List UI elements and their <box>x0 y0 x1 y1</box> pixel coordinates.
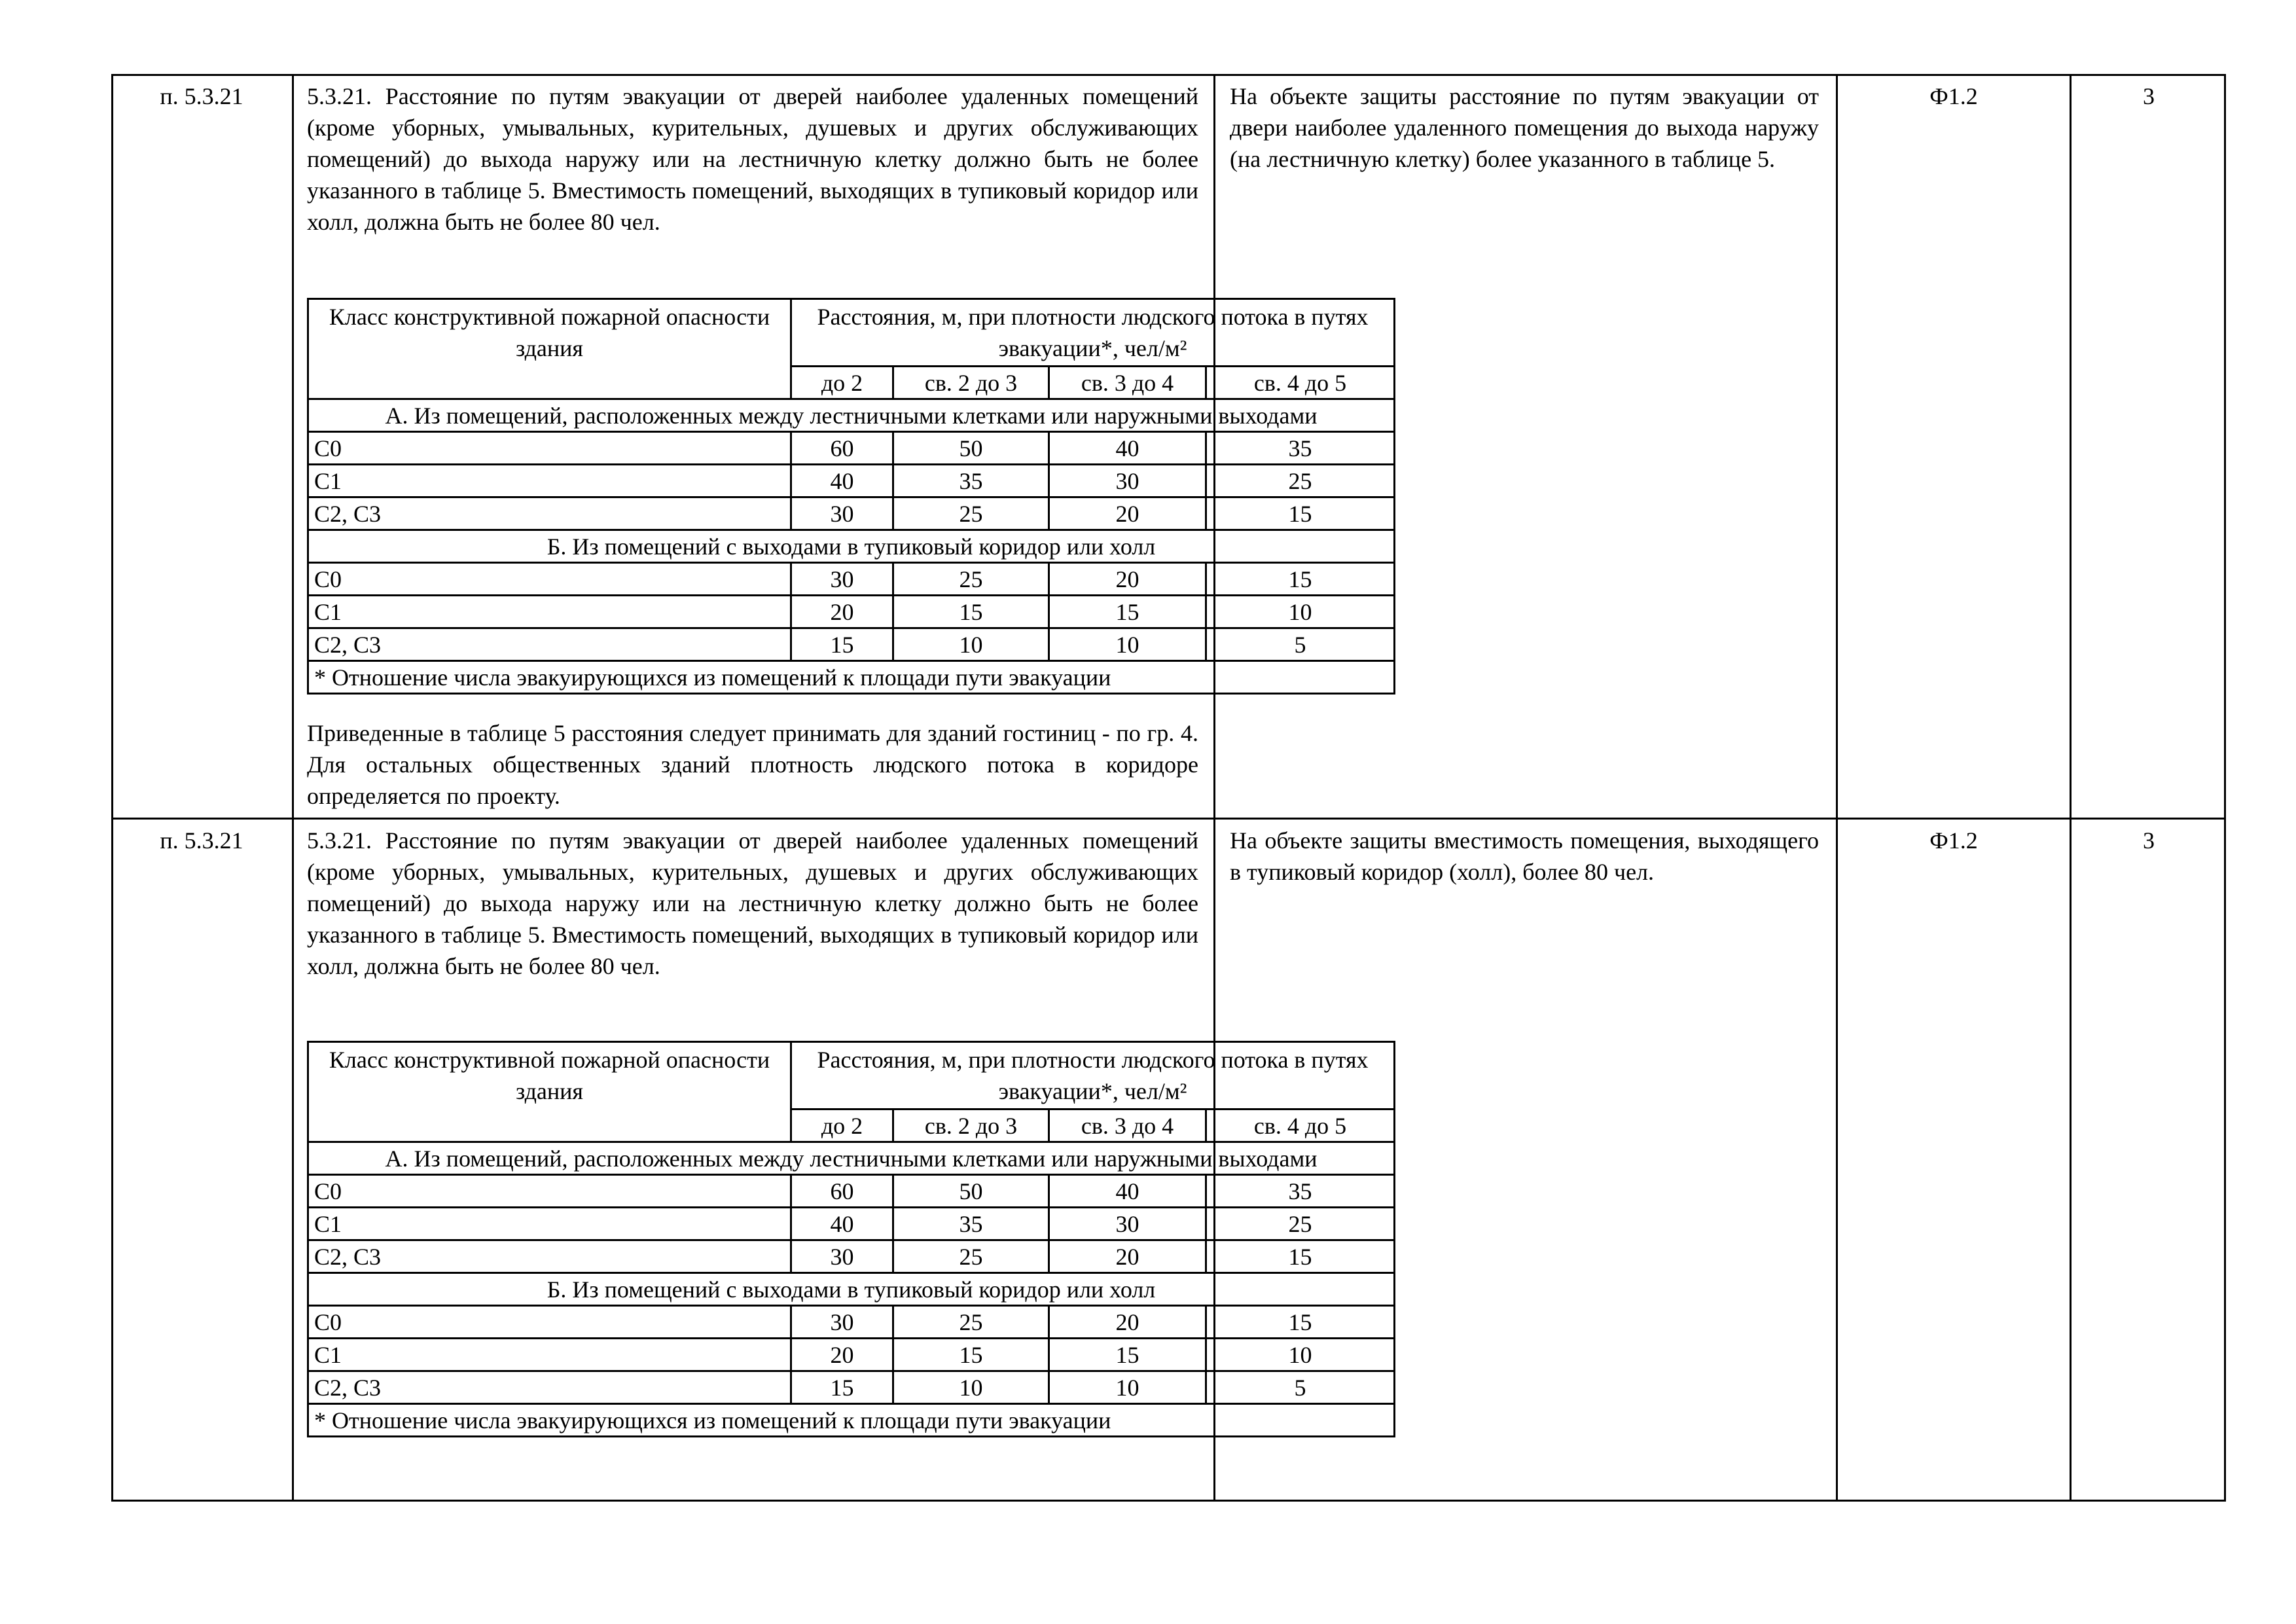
density-col: до 2 <box>791 1110 893 1142</box>
distance-value: 20 <box>791 596 893 628</box>
violation-text: На объекте защиты расстояние по путям эвакуации от двери наиболее удаленного помещения до выхода наружу (на лестничную клетку) более указанного в таблице 5. <box>1230 83 1819 172</box>
distance-value: 15 <box>791 1371 893 1404</box>
density-col: св. 3 до 4 <box>1049 1110 1206 1142</box>
distance-value: 25 <box>893 1306 1049 1339</box>
distance-value: 25 <box>1206 465 1395 497</box>
distance-value: 10 <box>893 1371 1049 1404</box>
class-value: С2, С3 <box>308 1240 791 1273</box>
distance-value: 30 <box>1049 465 1206 497</box>
distance-value: 10 <box>1206 1339 1395 1371</box>
density-col: св. 4 до 5 <box>1206 1110 1395 1142</box>
violation-text: На объекте защиты вместимость помещения, выходящего в тупиковый коридор (холл), более 80 чел. <box>1230 827 1819 885</box>
class-value: С1 <box>308 596 791 628</box>
requirements-table <box>111 74 2226 1502</box>
distance-value: 50 <box>893 432 1049 465</box>
section-a-title: А. Из помещений, расположенных между лестничными клетками или наружными выходами <box>308 1142 1395 1175</box>
density-col: св. 2 до 3 <box>893 367 1049 399</box>
class-value: С1 <box>308 465 791 497</box>
distance-header: Расстояния, м, при плотности людского потока в путях эвакуации*, чел/м² <box>791 1042 1395 1110</box>
class-value: С2, С3 <box>308 628 791 661</box>
distance-value: 15 <box>791 628 893 661</box>
distance-value: 10 <box>1206 596 1395 628</box>
distance-value: 10 <box>1049 628 1206 661</box>
distance-value: 20 <box>1049 563 1206 596</box>
density-col: св. 4 до 5 <box>1206 367 1395 399</box>
distance-value: 10 <box>893 628 1049 661</box>
distance-value: 15 <box>893 596 1049 628</box>
section-a-title: А. Из помещений, расположенных между лестничными клетками или наружными выходами <box>308 399 1395 432</box>
class-value: С0 <box>308 563 791 596</box>
distance-value: 35 <box>893 465 1049 497</box>
distance-value: 35 <box>1206 432 1395 465</box>
distance-value: 35 <box>893 1208 1049 1240</box>
distance-value: 35 <box>1206 1175 1395 1208</box>
distance-value: 25 <box>893 563 1049 596</box>
density-col: до 2 <box>791 367 893 399</box>
table-footnote: * Отношение числа эвакуирующихся из помещений к площади пути эвакуации <box>308 661 1395 694</box>
violation-cell <box>1215 818 1836 1502</box>
section-b-title: Б. Из помещений с выходами в тупиковый коридор или холл <box>308 1273 1395 1306</box>
norm-reference: п. 5.3.21 <box>160 827 243 854</box>
distance-value: 15 <box>1206 1240 1395 1273</box>
distance-value: 15 <box>1206 497 1395 530</box>
distance-value: 15 <box>1206 563 1395 596</box>
class-value: С2, С3 <box>308 497 791 530</box>
density-col: св. 3 до 4 <box>1049 367 1206 399</box>
distance-value: 25 <box>1206 1208 1395 1240</box>
class-value: С0 <box>308 1306 791 1339</box>
risk-category: 3 <box>2143 83 2155 109</box>
class-value: С1 <box>308 1339 791 1371</box>
risk-category: 3 <box>2143 827 2155 854</box>
distance-value: 15 <box>1049 1339 1206 1371</box>
requirement-cell <box>294 74 1369 818</box>
distance-value: 5 <box>1206 1371 1395 1404</box>
requirement-cell <box>294 818 1369 1502</box>
violation-cell <box>1215 74 1836 818</box>
table-row <box>111 818 2226 1502</box>
object-class: Ф1.2 <box>1929 827 1978 854</box>
distance-value: 20 <box>1049 1240 1206 1273</box>
distance-value: 25 <box>893 1240 1049 1273</box>
distance-value: 20 <box>1049 1306 1206 1339</box>
table-footnote: * Отношение числа эвакуирующихся из помещений к площади пути эвакуации <box>308 1404 1395 1437</box>
distance-value: 25 <box>893 497 1049 530</box>
distance-value: 5 <box>1206 628 1395 661</box>
distance-value: 40 <box>1049 432 1206 465</box>
distance-value: 30 <box>1049 1208 1206 1240</box>
table-5 <box>307 298 1369 769</box>
distance-value: 10 <box>1049 1371 1206 1404</box>
distance-value: 20 <box>791 1339 893 1371</box>
distance-value: 40 <box>791 1208 893 1240</box>
distance-value: 50 <box>893 1175 1049 1208</box>
class-value: С0 <box>308 1175 791 1208</box>
class-value: С2, С3 <box>308 1371 791 1404</box>
distance-value: 30 <box>791 497 893 530</box>
distance-header: Расстояния, м, при плотности людского потока в путях эвакуации*, чел/м² <box>791 299 1395 367</box>
distance-value: 30 <box>791 1240 893 1273</box>
distance-value: 15 <box>1206 1306 1395 1339</box>
density-col: св. 2 до 3 <box>893 1110 1049 1142</box>
distance-value: 40 <box>1049 1175 1206 1208</box>
distance-value: 60 <box>791 432 893 465</box>
distance-value: 30 <box>791 1306 893 1339</box>
class-value: С0 <box>308 432 791 465</box>
requirement-note: Приведенные в таблице 5 расстояния следует принимать для зданий гостиниц - по гр. 4. Для остальных общественных зданий плотность людского потока в коридоре определяется по проекту. <box>307 720 1198 809</box>
class-header: Класс конструктивной пожарной опасности здания <box>308 299 791 399</box>
class-value: С1 <box>308 1208 791 1240</box>
distance-value: 60 <box>791 1175 893 1208</box>
section-b-title: Б. Из помещений с выходами в тупиковый коридор или холл <box>308 530 1395 563</box>
class-header: Класс конструктивной пожарной опасности здания <box>308 1042 791 1142</box>
table-5 <box>307 1041 1369 1512</box>
distance-value: 15 <box>1049 596 1206 628</box>
requirement-text: 5.3.21. Расстояние по путям эвакуации от дверей наиболее удаленных помещений (кроме уборных, умывальных, курительных, душевых и других обслуживающих помещений) до выхода наружу или на лестничную клетку должно быть не более указанного в таблице 5. Вместимость помещений, выходящих в тупиковый коридор или холл, должна быть не более 80 чел. <box>307 827 1198 979</box>
object-class: Ф1.2 <box>1929 83 1978 109</box>
requirement-text: 5.3.21. Расстояние по путям эвакуации от дверей наиболее удаленных помещений (кроме уборных, умывальных, курительных, душевых и других обслуживающих помещений) до выхода наружу или на лестничную клетку должно быть не более указанного в таблице 5. Вместимость помещений, выходящих в тупиковый коридор или холл, должна быть не более 80 чел. <box>307 83 1198 235</box>
distance-value: 30 <box>791 563 893 596</box>
distance-value: 40 <box>791 465 893 497</box>
distance-value: 20 <box>1049 497 1206 530</box>
norm-reference: п. 5.3.21 <box>160 83 243 109</box>
distance-value: 15 <box>893 1339 1049 1371</box>
table-row <box>111 74 2226 818</box>
